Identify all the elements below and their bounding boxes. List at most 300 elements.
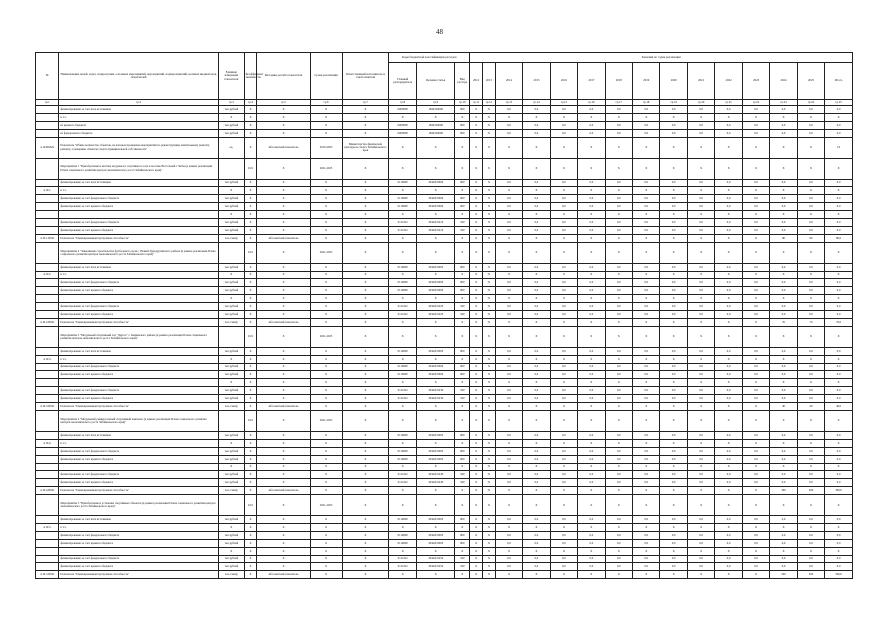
table-cell: X <box>770 355 797 363</box>
table-cell: X <box>342 187 389 195</box>
table-cell: X <box>495 137 522 158</box>
table-cell: X <box>550 187 577 195</box>
table-cell: X <box>470 326 483 347</box>
table-cell: X <box>219 379 245 387</box>
table-cell: X <box>483 137 496 158</box>
table-cell: 0,0 <box>715 516 742 524</box>
table-cell: 0,0 <box>742 371 769 379</box>
table-cell: 0,0 <box>495 121 522 129</box>
table-cell: финансирование за счет всех источников <box>59 263 219 271</box>
table-cell: X <box>310 395 342 403</box>
table-cell: 0,0 <box>742 226 769 234</box>
table-cell: Показатель "Единовременная пропускная способность" <box>59 318 219 326</box>
table-cell: X <box>770 271 797 279</box>
table-cell: X <box>483 403 496 411</box>
table-cell: X <box>742 158 769 179</box>
table-cell: X <box>389 271 417 279</box>
table-cell: 0,0 <box>495 516 522 524</box>
table-cell: 0110000 <box>389 539 417 547</box>
table-body <box>36 106 853 579</box>
table-cell: 0,0 <box>523 479 550 487</box>
table-cell: X <box>687 547 714 555</box>
table-cell: 0,0 <box>605 479 632 487</box>
table-cell: X <box>470 129 483 137</box>
table-cell: X <box>483 431 496 439</box>
table-cell: X <box>825 463 853 471</box>
table-row <box>36 410 853 431</box>
table-cell: 0,0 <box>550 303 577 311</box>
table-cell: X <box>257 287 310 295</box>
table-cell: Показатель "Единовременная пропускная способность" <box>59 487 219 495</box>
table-cell: X <box>455 523 470 531</box>
table-cell: X <box>605 403 632 411</box>
table-cell: 0,0 <box>495 226 522 234</box>
column-number: гр.8 <box>389 100 417 106</box>
table-cell: 500 <box>770 571 797 579</box>
table-cell: X <box>660 137 687 158</box>
column-number: гр.11 <box>470 100 483 106</box>
table-cell: X <box>389 158 417 179</box>
table-cell: 0,0 <box>578 279 605 287</box>
table-cell: X <box>633 355 660 363</box>
table-cell: X <box>342 211 389 219</box>
table-cell: 0,0 <box>495 531 522 539</box>
table-cell: 4.19.1.ПМ1 <box>36 234 59 242</box>
table-cell: тыс.рублей <box>219 279 245 287</box>
table-cell: X <box>244 395 257 403</box>
table-cell: X <box>797 379 824 387</box>
table-cell: X <box>687 410 714 431</box>
table-cell: X <box>342 295 389 303</box>
table-cell: X <box>310 195 342 203</box>
table-cell <box>219 495 245 516</box>
table-cell: 0,0 <box>770 195 797 203</box>
table-cell: X <box>342 271 389 279</box>
table-cell: 0,0 <box>550 563 577 571</box>
table-cell: X <box>660 547 687 555</box>
table-cell: X <box>483 463 496 471</box>
table-cell: Мероприятие 3 "Модульный спортивный зал "Другое" с. Кыринского района (в рамках реализации Плана социального развития центров экономического роста Забайкальского края)" <box>59 326 219 347</box>
table-cell: 0,0 <box>770 455 797 463</box>
table-cell: X <box>244 106 257 114</box>
table-row <box>36 403 853 411</box>
table-cell: 0,0 <box>605 371 632 379</box>
table-cell: X <box>495 523 522 531</box>
table-cell: X <box>417 211 455 219</box>
table-cell: X <box>605 137 632 158</box>
table-cell: X <box>483 263 496 271</box>
table-cell: 0,0 <box>770 395 797 403</box>
table-cell: X <box>389 571 417 579</box>
table-cell: X <box>550 410 577 431</box>
table-cell: X <box>523 158 550 179</box>
table-cell: X <box>523 463 550 471</box>
table-cell: 0,0 <box>825 179 853 187</box>
table-cell: 0,0 <box>687 263 714 271</box>
table-cell: 0,0 <box>578 311 605 319</box>
table-cell: X <box>389 495 417 516</box>
table-cell: 0,0 <box>633 563 660 571</box>
header-year: 2021 <box>687 63 714 100</box>
table-cell: X <box>310 379 342 387</box>
table-cell: X <box>310 463 342 471</box>
table-cell: 0,0 <box>825 363 853 371</box>
table-cell: X <box>483 234 496 242</box>
table-cell: 0,0 <box>523 371 550 379</box>
table-cell <box>219 410 245 431</box>
table-cell <box>36 410 59 431</box>
table-cell: 0,0 <box>770 471 797 479</box>
table-cell: X <box>578 137 605 158</box>
table-cell: X <box>342 516 389 524</box>
table-cell: 0,0 <box>660 279 687 287</box>
table-cell: X <box>633 523 660 531</box>
table-cell: 18422C0210 <box>417 219 455 227</box>
table-cell: X <box>257 187 310 195</box>
table-cell: X <box>715 326 742 347</box>
table-cell: X <box>257 219 310 227</box>
table-cell: 0,0 <box>825 516 853 524</box>
table-cell: 0,0 <box>633 179 660 187</box>
table-cell: X <box>633 242 660 263</box>
table-cell: 18422C0000 <box>417 279 455 287</box>
table-cell: X <box>770 495 797 516</box>
table-cell: X <box>523 137 550 158</box>
table-cell: X <box>742 271 769 279</box>
table-row <box>36 129 853 137</box>
table-cell: X <box>310 387 342 395</box>
table-cell: X <box>605 523 632 531</box>
table-cell: X <box>244 379 257 387</box>
table-row <box>36 487 853 495</box>
column-number: гр.6 <box>310 100 342 106</box>
table-cell: 0,0 <box>523 395 550 403</box>
table-cell: 0,0 <box>742 195 769 203</box>
table-cell: 0,0 <box>825 471 853 479</box>
table-cell: 0,0 <box>550 516 577 524</box>
table-row <box>36 363 853 371</box>
table-cell: X <box>742 495 769 516</box>
table-cell: X <box>417 295 455 303</box>
table-cell: 0,0 <box>578 287 605 295</box>
table-cell: 0,0 <box>605 531 632 539</box>
table-cell: X <box>257 363 310 371</box>
table-cell: X <box>455 211 470 219</box>
table-cell: X <box>578 234 605 242</box>
table-cell: 0,0 <box>742 263 769 271</box>
table-cell: 0,0 <box>825 555 853 563</box>
table-cell: 0,0 <box>715 121 742 129</box>
table-cell: финансирование за счет краевого бюджета <box>59 563 219 571</box>
table-cell: X <box>244 279 257 287</box>
table-cell: 540 <box>455 219 470 227</box>
table-cell: тыс.рублей <box>219 347 245 355</box>
table-cell: X <box>715 318 742 326</box>
table-cell: 0,0 <box>770 539 797 547</box>
table-cell: X <box>470 547 483 555</box>
table-cell <box>36 371 59 379</box>
table-cell: 000 <box>455 179 470 187</box>
table-cell: X <box>742 439 769 447</box>
table-cell: X <box>550 355 577 363</box>
table-cell: 0,01 <box>244 495 257 516</box>
table-cell: X <box>342 347 389 355</box>
table-cell: X <box>605 187 632 195</box>
table-cell: 0,0 <box>523 516 550 524</box>
table-cell: X <box>605 379 632 387</box>
table-cell: 0,0 <box>523 263 550 271</box>
table-cell: 0,0 <box>742 363 769 371</box>
table-cell: 0,0 <box>495 179 522 187</box>
table-cell: X <box>687 211 714 219</box>
table-cell: 0,0 <box>578 471 605 479</box>
table-cell: тыс.рублей <box>219 303 245 311</box>
table-cell: 0,0 <box>715 311 742 319</box>
table-cell: X <box>770 113 797 121</box>
table-cell: X <box>495 158 522 179</box>
table-cell: X <box>660 403 687 411</box>
table-cell: X <box>523 487 550 495</box>
table-cell: Абсолютный показатель <box>257 234 310 242</box>
table-cell: X <box>742 242 769 263</box>
table-cell: 0,0 <box>715 531 742 539</box>
column-number: гр.24 <box>797 100 824 106</box>
table-cell: тыс.рублей <box>219 106 245 114</box>
table-cell: 0,0 <box>605 311 632 319</box>
header-method: Методика расчёта показателя <box>257 53 310 100</box>
table-cell: X <box>550 379 577 387</box>
table-cell: 0,0 <box>495 555 522 563</box>
table-cell: X <box>550 113 577 121</box>
table-cell: 0,0 <box>660 555 687 563</box>
table-cell: 0,0 <box>770 226 797 234</box>
table-cell: X <box>455 326 470 347</box>
column-number: гр.7 <box>342 100 389 106</box>
table-cell: X <box>389 439 417 447</box>
table-cell: X <box>495 495 522 516</box>
table-cell: 0,0 <box>687 447 714 455</box>
table-cell: X <box>257 106 310 114</box>
table-cell: 0110000 <box>389 431 417 439</box>
table-cell: X <box>310 571 342 579</box>
table-cell: 0,0 <box>578 539 605 547</box>
table-cell: X <box>578 571 605 579</box>
table-cell: тыс.рублей <box>219 263 245 271</box>
table-cell: X <box>633 113 660 121</box>
table-cell: X <box>244 447 257 455</box>
header-year: 2025 <box>797 63 824 100</box>
table-cell: 0,0 <box>742 539 769 547</box>
table-cell: 540 <box>455 303 470 311</box>
table-cell: 540 <box>455 387 470 395</box>
table-cell: 0,0 <box>770 129 797 137</box>
table-cell: 0,0 <box>770 531 797 539</box>
table-cell: X <box>605 271 632 279</box>
table-cell: 0,0 <box>550 471 577 479</box>
table-cell: X <box>310 295 342 303</box>
table-cell: 0,0 <box>550 287 577 295</box>
table-cell: 0,0 <box>797 539 824 547</box>
table-cell: финансирование за счет краевого бюджета <box>59 311 219 319</box>
table-cell: 0,0 <box>825 106 853 114</box>
table-cell: X <box>417 355 455 363</box>
table-cell: X <box>244 271 257 279</box>
table-cell <box>36 471 59 479</box>
table-cell: X <box>742 463 769 471</box>
table-cell: X <box>742 547 769 555</box>
table-cell: 0110000 <box>389 287 417 295</box>
table-cell <box>219 326 245 347</box>
table-cell: 0,0 <box>633 531 660 539</box>
table-cell: 0,0 <box>660 455 687 463</box>
table-cell: X <box>470 447 483 455</box>
table-cell: X <box>342 234 389 242</box>
table-cell: 18422C0000 <box>417 263 455 271</box>
header-grbs: Главный распорядитель <box>389 63 417 100</box>
table-cell: X <box>605 234 632 242</box>
table-cell: 0,0 <box>523 106 550 114</box>
table-cell: финансирование за счет всех источников <box>59 347 219 355</box>
table-cell: X <box>389 326 417 347</box>
table-cell: X <box>715 571 742 579</box>
table-cell: X <box>770 187 797 195</box>
table-cell: X <box>342 121 389 129</box>
table-cell: 80 <box>770 234 797 242</box>
table-cell <box>36 179 59 187</box>
table-cell: X <box>244 211 257 219</box>
table-cell: X <box>483 395 496 403</box>
table-cell: 0111102 <box>389 303 417 311</box>
table-cell: X <box>633 158 660 179</box>
table-cell: X <box>660 439 687 447</box>
table-cell: 0,0 <box>660 479 687 487</box>
table-cell: X <box>633 403 660 411</box>
table-cell: 2021-2025 <box>310 242 342 263</box>
table-cell: X <box>578 113 605 121</box>
table-cell: X <box>797 187 824 195</box>
table-cell: X <box>660 571 687 579</box>
table-cell: X <box>257 455 310 463</box>
table-cell: 0,0 <box>742 311 769 319</box>
table-cell: Мероприятие 2 "Завершение строительства футбольного поля с. Новый Дульдургинского района (в рамках реализации Плана социального развития центров экономического роста Забайкальского края)" <box>59 242 219 263</box>
table-cell: 0,0 <box>770 447 797 455</box>
table-cell: X <box>550 487 577 495</box>
table-cell: X <box>825 113 853 121</box>
table-cell: тыс.рублей <box>219 226 245 234</box>
table-cell: X <box>578 271 605 279</box>
table-cell: X <box>633 137 660 158</box>
header-no: № <box>36 53 59 100</box>
table-cell: X <box>470 403 483 411</box>
table-cell: 18422C0000 <box>417 195 455 203</box>
table-cell: 0,0 <box>523 311 550 319</box>
table-cell: 18422C0230 <box>417 387 455 395</box>
table-cell: 0,0 <box>797 363 824 371</box>
table-cell: Абсолютный показатель <box>257 318 310 326</box>
table-row <box>36 371 853 379</box>
table-cell: X <box>770 379 797 387</box>
table-cell: X <box>455 547 470 555</box>
table-cell: 0,0 <box>825 387 853 395</box>
table-cell <box>36 129 59 137</box>
table-cell: 0,0 <box>770 106 797 114</box>
table-cell: 0110000 <box>389 447 417 455</box>
table-cell: X <box>417 379 455 387</box>
table-cell: X <box>342 531 389 539</box>
table-cell: X <box>483 203 496 211</box>
table-cell: 0,0 <box>742 287 769 295</box>
table-cell: 0,0 <box>633 106 660 114</box>
table-cell: финансирование за счет краевого бюджета <box>59 455 219 463</box>
table-cell: 540 <box>455 555 470 563</box>
table-cell: X <box>342 318 389 326</box>
table-cell: X <box>825 326 853 347</box>
table-cell: X <box>310 303 342 311</box>
table-cell: 000 <box>455 431 470 439</box>
table-cell: X <box>483 379 496 387</box>
table-cell: финансирование за счет федерального бюджета <box>59 195 219 203</box>
table-cell <box>36 211 59 219</box>
table-cell: в т.ч. <box>59 271 219 279</box>
table-cell: 0,0 <box>550 203 577 211</box>
table-cell: X <box>455 463 470 471</box>
table-cell: 0,0 <box>523 555 550 563</box>
table-cell: 000 <box>455 106 470 114</box>
table-cell: X <box>244 363 257 371</box>
table-cell: 0,0 <box>495 106 522 114</box>
table-cell: X <box>455 113 470 121</box>
table-cell: 0,0 <box>495 219 522 227</box>
table-cell: X <box>342 387 389 395</box>
table-cell: 0,0 <box>687 387 714 395</box>
table-cell: X <box>483 387 496 395</box>
table-cell: 0,0 <box>605 226 632 234</box>
table-cell: 18422C0000 <box>417 179 455 187</box>
table-cell: X <box>523 547 550 555</box>
table-cell: X <box>742 295 769 303</box>
table-cell: тыс.рублей <box>219 479 245 487</box>
table-cell: тыс.рублей <box>219 539 245 547</box>
table-cell: X <box>605 487 632 495</box>
table-cell: X <box>687 495 714 516</box>
table-cell: тыс.рублей <box>219 395 245 403</box>
table-cell: X <box>825 439 853 447</box>
table-cell: 18422C0000 <box>417 371 455 379</box>
table-cell: 0111102 <box>389 555 417 563</box>
table-cell: X <box>578 410 605 431</box>
table-cell: X <box>342 279 389 287</box>
table-cell: X <box>578 523 605 531</box>
table-cell: X <box>660 463 687 471</box>
table-cell: Мероприятие 1 "Приобретение и монтаж модульного спортивного зала в поселке Восточный г. Читы (в рамках реализации Плана социального развития центров экономического роста Забайкальского края)" <box>59 158 219 179</box>
header-year: 2020 <box>660 63 687 100</box>
table-row <box>36 555 853 563</box>
table-cell: 0,0 <box>797 555 824 563</box>
table-cell: X <box>605 547 632 555</box>
table-cell: 0,0 <box>715 303 742 311</box>
table-cell: 0,0 <box>523 279 550 287</box>
table-cell: X <box>455 271 470 279</box>
table-cell: в т.ч. <box>59 187 219 195</box>
table-cell: X <box>633 439 660 447</box>
table-cell: 0,0 <box>797 447 824 455</box>
table-cell: X <box>578 463 605 471</box>
table-cell: 0,0 <box>825 195 853 203</box>
table-cell: X <box>605 355 632 363</box>
table-cell: 0,0 <box>605 263 632 271</box>
table-cell: X <box>244 287 257 295</box>
table-cell: X <box>470 387 483 395</box>
